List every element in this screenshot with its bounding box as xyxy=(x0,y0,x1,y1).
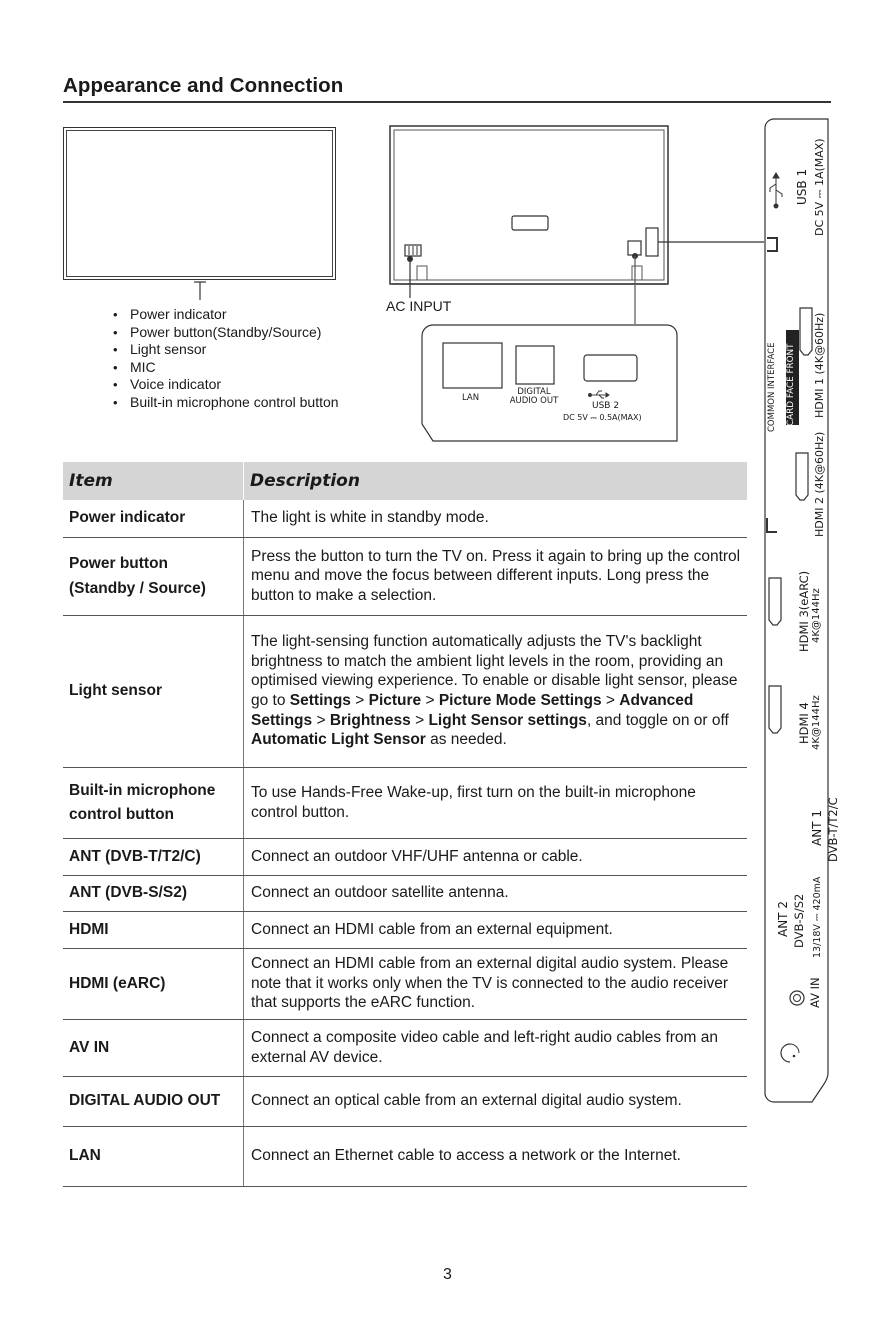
table-row xyxy=(63,537,747,615)
rear-port-detail xyxy=(421,324,678,442)
menu-path-picture: Picture xyxy=(368,692,422,709)
hdmi1-label: HDMI 1 (4K@60Hz) xyxy=(813,312,826,418)
table-row xyxy=(63,1019,747,1076)
digital-label-line-1: DIGITAL xyxy=(517,387,551,397)
menu-sep: > xyxy=(601,692,620,709)
ac-input-label: AC INPUT xyxy=(386,298,452,314)
menu-sep: > xyxy=(312,711,330,729)
description-cell: Connect an optical cable from an external digital audio system. xyxy=(244,1076,748,1126)
header-description: Description xyxy=(244,462,748,500)
ant2-power-label: 13/18V ⎓ 420mA xyxy=(812,876,823,958)
hdmi4-label: HDMI 4 xyxy=(797,702,811,744)
table-row xyxy=(63,948,747,1019)
menu-path-light-sensor: Light Sensor settings xyxy=(428,711,587,729)
item-cell: Light sensor xyxy=(63,615,244,767)
list-item: • MIC xyxy=(108,359,339,377)
desc-text: , and toggle on or off xyxy=(586,711,729,729)
usb1-label: USB 1 xyxy=(795,168,809,205)
table-header-row xyxy=(63,462,747,500)
ant2-sub-label: DVB-S/S2 xyxy=(792,893,806,948)
table-row xyxy=(63,875,747,911)
item-line-2: (Standby / Source) xyxy=(69,580,206,597)
description-cell: Connect an outdoor satellite antenna. xyxy=(244,875,748,911)
description-cell: Press the button to turn the TV on. Press it again to bring up the control menu and move the focus between different inputs. Long press the button to make a selection. xyxy=(244,537,748,615)
title-divider xyxy=(63,101,831,103)
card-face-front-label: CARD FACE FRONT xyxy=(786,343,796,426)
table-row xyxy=(63,911,747,948)
table-row xyxy=(63,1126,747,1186)
description-cell: Connect an HDMI cable from an external digital audio system. Please note that it works only when the TV is connected to the audio receiver that supports the eARC function. xyxy=(244,948,748,1019)
hdmi3-sub-label: 4K@144Hz xyxy=(811,588,822,643)
av-in-label: AV IN xyxy=(808,977,822,1008)
connection-table xyxy=(63,462,747,1187)
hdmi3-label: HDMI 3(eARC) xyxy=(797,570,811,652)
front-features-list xyxy=(108,306,339,412)
digital-audio-out-label xyxy=(504,388,564,406)
front-indicator-leader xyxy=(190,278,210,302)
table-row xyxy=(63,1076,747,1126)
usb2-label: USB 2 xyxy=(592,401,620,411)
table-row xyxy=(63,838,747,875)
ant1-label: ANT 1 xyxy=(810,810,824,846)
item-cell xyxy=(63,767,244,838)
hdmi2-label: HDMI 2 (4K@60Hz) xyxy=(813,431,826,537)
description-cell xyxy=(244,615,748,767)
item-cell xyxy=(63,537,244,615)
header-item: Item xyxy=(63,462,244,500)
description-cell: Connect an Ethernet cable to access a network or the Internet. xyxy=(244,1126,748,1186)
desc-text: as needed. xyxy=(425,731,507,749)
ant1-sub-label: DVB-T/T2/C xyxy=(826,797,840,862)
menu-path-brightness: Brightness xyxy=(329,711,411,729)
menu-path-settings: Settings xyxy=(289,692,351,709)
item-cell: HDMI xyxy=(63,911,244,948)
item-cell: ANT (DVB-S/S2) xyxy=(63,875,244,911)
description-cell: Connect an HDMI cable from an external equipment. xyxy=(244,911,748,948)
item-line-1: Built-in microphone xyxy=(69,781,216,799)
item-cell: AV IN xyxy=(63,1019,244,1076)
item-cell: LAN xyxy=(63,1126,244,1186)
item-cell: HDMI (eARC) xyxy=(63,948,244,1019)
usb1-power-label: DC 5V ⎓ 1A(MAX) xyxy=(813,138,826,236)
menu-path-picture-mode: Picture Mode Settings xyxy=(438,692,602,709)
description-cell: Connect an outdoor VHF/UHF antenna or cable. xyxy=(244,838,748,875)
list-item: • Power indicator xyxy=(108,306,339,324)
ant2-label: ANT 2 xyxy=(776,901,790,937)
description-cell: The light is white in standby mode. xyxy=(244,500,748,537)
list-item: • Light sensor xyxy=(108,341,339,359)
digital-label-line-2: AUDIO OUT xyxy=(509,396,559,406)
description-cell: To use Hands-Free Wake-up, first turn on the built-in microphone control button. xyxy=(244,767,748,838)
menu-path-advanced: Advanced Settings xyxy=(251,692,694,729)
menu-sep: > xyxy=(421,692,439,709)
lan-port-label: LAN xyxy=(462,393,480,403)
hdmi4-sub-label: 4K@144Hz xyxy=(811,695,822,750)
page-title: Appearance and Connection xyxy=(63,74,344,97)
common-interface-label: COMMON INTERFACE xyxy=(767,342,777,432)
item-line-1: Power button xyxy=(69,555,169,572)
table-row xyxy=(63,500,747,537)
item-line-2: control button xyxy=(69,805,175,823)
item-cell: DIGITAL AUDIO OUT xyxy=(63,1076,244,1126)
tv-rear-illustration xyxy=(388,124,778,324)
table-row xyxy=(63,615,747,767)
tv-front-screen xyxy=(66,130,333,277)
table-row xyxy=(63,767,747,838)
description-cell: Connect a composite video cable and left-right audio cables from an external AV device. xyxy=(244,1019,748,1076)
list-item: • Power button(Standby/Source) xyxy=(108,324,339,342)
automatic-light-sensor: Automatic Light Sensor xyxy=(251,731,426,749)
menu-sep: > xyxy=(350,692,369,709)
desc-text: The light-sensing function automatically adjusts the TV's backlight brightness to match the ambient light levels in the room, providing an optimised viewing experience. To enable or disable light sensor, please go to xyxy=(251,633,738,709)
item-cell: Power indicator xyxy=(63,500,244,537)
menu-sep: > xyxy=(410,711,429,729)
usb2-power-label: DC 5V ⎓ 0.5A(MAX) xyxy=(563,413,642,422)
list-item: • Built-in microphone control button xyxy=(108,394,339,412)
list-item: • Voice indicator xyxy=(108,376,339,394)
item-cell: ANT (DVB-T/T2/C) xyxy=(63,838,244,875)
page-number: 3 xyxy=(443,1266,452,1283)
